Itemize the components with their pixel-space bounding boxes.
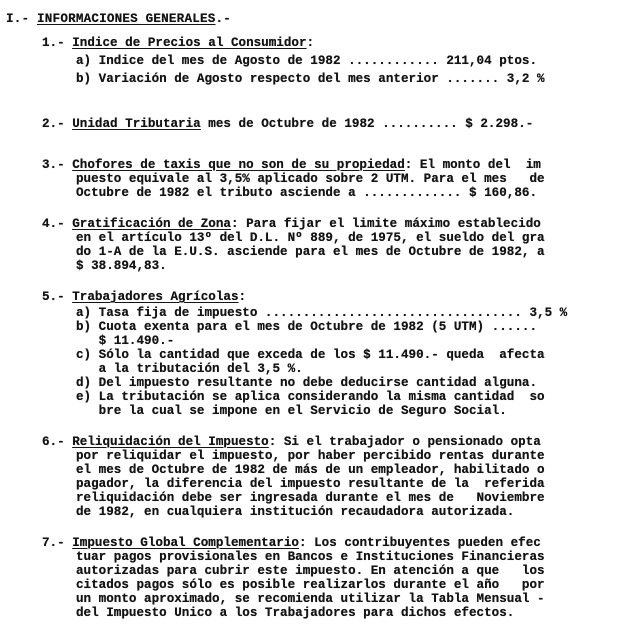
item-2-number: 2.- xyxy=(42,117,65,131)
section-title: INFORMACIONES GENERALES xyxy=(37,12,216,26)
item-5-title: Trabajadores Agrícolas xyxy=(72,290,239,304)
item-7-line-6: del Impuesto Unico a los Trabajadores para dichos efectos. xyxy=(76,606,515,620)
item-4-line-3: do 1-A de la E.U.S. asciende para el mes de Octubre de 1982, a xyxy=(76,245,545,259)
item-5-line-e2: bre la cual se impone en el Servicio de Seguro Social. xyxy=(76,404,507,418)
item-1-line-b: b) Variación de Agosto respecto del mes anterior ....... 3,2 % xyxy=(76,72,545,86)
section-heading xyxy=(6,12,231,26)
item-3-number: 3.- xyxy=(42,158,65,172)
item-5-line-d: d) Del impuesto resultante no debe deducirse cantidad alguna. xyxy=(76,376,538,390)
item-5-line-a: a) Tasa fija de impuesto .................................. 3,5 % xyxy=(76,306,568,320)
item-6-line-6: de 1982, en cualquiera institución recaudadora autorizada. xyxy=(76,505,515,519)
item-6-title: Reliquidación del Impuesto xyxy=(72,435,269,449)
item-6-line-3: el mes de Octubre de 1982 de más de un empleador, habilitado o xyxy=(76,463,545,477)
item-4-number: 4.- xyxy=(42,217,65,231)
item-3-title: Chofores de taxis que no son de su propiedad xyxy=(72,158,405,172)
item-5-after: : xyxy=(238,290,247,304)
item-2-heading xyxy=(42,117,533,131)
item-1-number: 1.- xyxy=(42,36,65,50)
section-number: I.- xyxy=(6,12,30,26)
section-title-suffix: .- xyxy=(215,12,231,26)
item-6-line-5: reliquidación debe ser ingresada durante el mes de Noviembre xyxy=(76,491,545,505)
item-3-line-2: puesto equivale al 3,5% aplicado sobre 2 UTM. Para el mes de xyxy=(76,172,545,186)
item-5-line-c2: a la tributación del 3,5 %. xyxy=(76,362,303,376)
item-2-after: mes de Octubre de 1982 .......... $ 2.298.- xyxy=(200,117,534,131)
item-5-number: 5.- xyxy=(42,290,65,304)
item-3-heading xyxy=(42,158,541,172)
item-4-line-2: en el artículo 13º del D.L. Nº 889, de 1975, el sueldo del gra xyxy=(76,231,545,245)
item-1-heading xyxy=(42,36,314,50)
item-7-after: : Los contribuyentes pueden efec xyxy=(298,536,541,550)
item-4-line-4: $ 38.894,83. xyxy=(76,259,167,273)
item-6-heading xyxy=(42,435,541,449)
item-7-line-2: tuar pagos provisionales en Bancos e Instituciones Financieras xyxy=(76,550,545,564)
item-7-heading xyxy=(42,536,541,550)
item-6-number: 6.- xyxy=(42,435,65,449)
item-1-after: : xyxy=(306,36,315,50)
item-5-line-e: e) La tributación se aplica considerando la misma cantidad so xyxy=(76,390,545,404)
item-5-line-c: c) Sólo la cantidad que exceda de los $ 11.490.- queda afecta xyxy=(76,348,545,362)
item-7-line-5: un monto aproximado, se recomienda utilizar la Tabla Mensual - xyxy=(76,592,545,606)
item-2-title: Unidad Tributaria xyxy=(72,117,201,131)
item-7-title: Impuesto Global Complementario xyxy=(72,536,299,550)
item-1-line-a: a) Indice del mes de Agosto de 1982 ............ 211,04 ptos. xyxy=(76,54,538,68)
item-3-line-3: Octubre de 1982 el tributo asciende a ............. $ 160,86. xyxy=(76,186,538,200)
item-7-line-3: autorizadas para cubrir este impuesto. En atención a que los xyxy=(76,564,545,578)
item-5-line-b2: $ 11.490.- xyxy=(76,334,175,348)
item-7-number: 7.- xyxy=(42,536,65,550)
item-5-line-b: b) Cuota exenta para el mes de Octubre de 1982 (5 UTM) ...... xyxy=(76,320,538,334)
item-4-heading xyxy=(42,217,541,231)
item-7-line-4: citados pagos sólo es posible realizarlos durante el año por xyxy=(76,578,545,592)
item-4-title: Gratificación de Zona xyxy=(72,217,231,231)
item-6-line-4: pagador, la diferencia del impuesto resultante de la referida xyxy=(76,477,545,491)
item-6-line-2: por reliquidar el impuesto, por haber percibido rentas durante xyxy=(76,449,545,463)
item-6-after: : Si el trabajador o pensionado opta xyxy=(268,435,541,449)
item-3-after: : El monto del im xyxy=(404,158,541,172)
item-4-after: : Para fijar el limite máximo establecido xyxy=(230,217,541,231)
item-1-title: Indice de Precios al Consumidor xyxy=(72,36,307,50)
item-5-heading xyxy=(42,290,246,304)
